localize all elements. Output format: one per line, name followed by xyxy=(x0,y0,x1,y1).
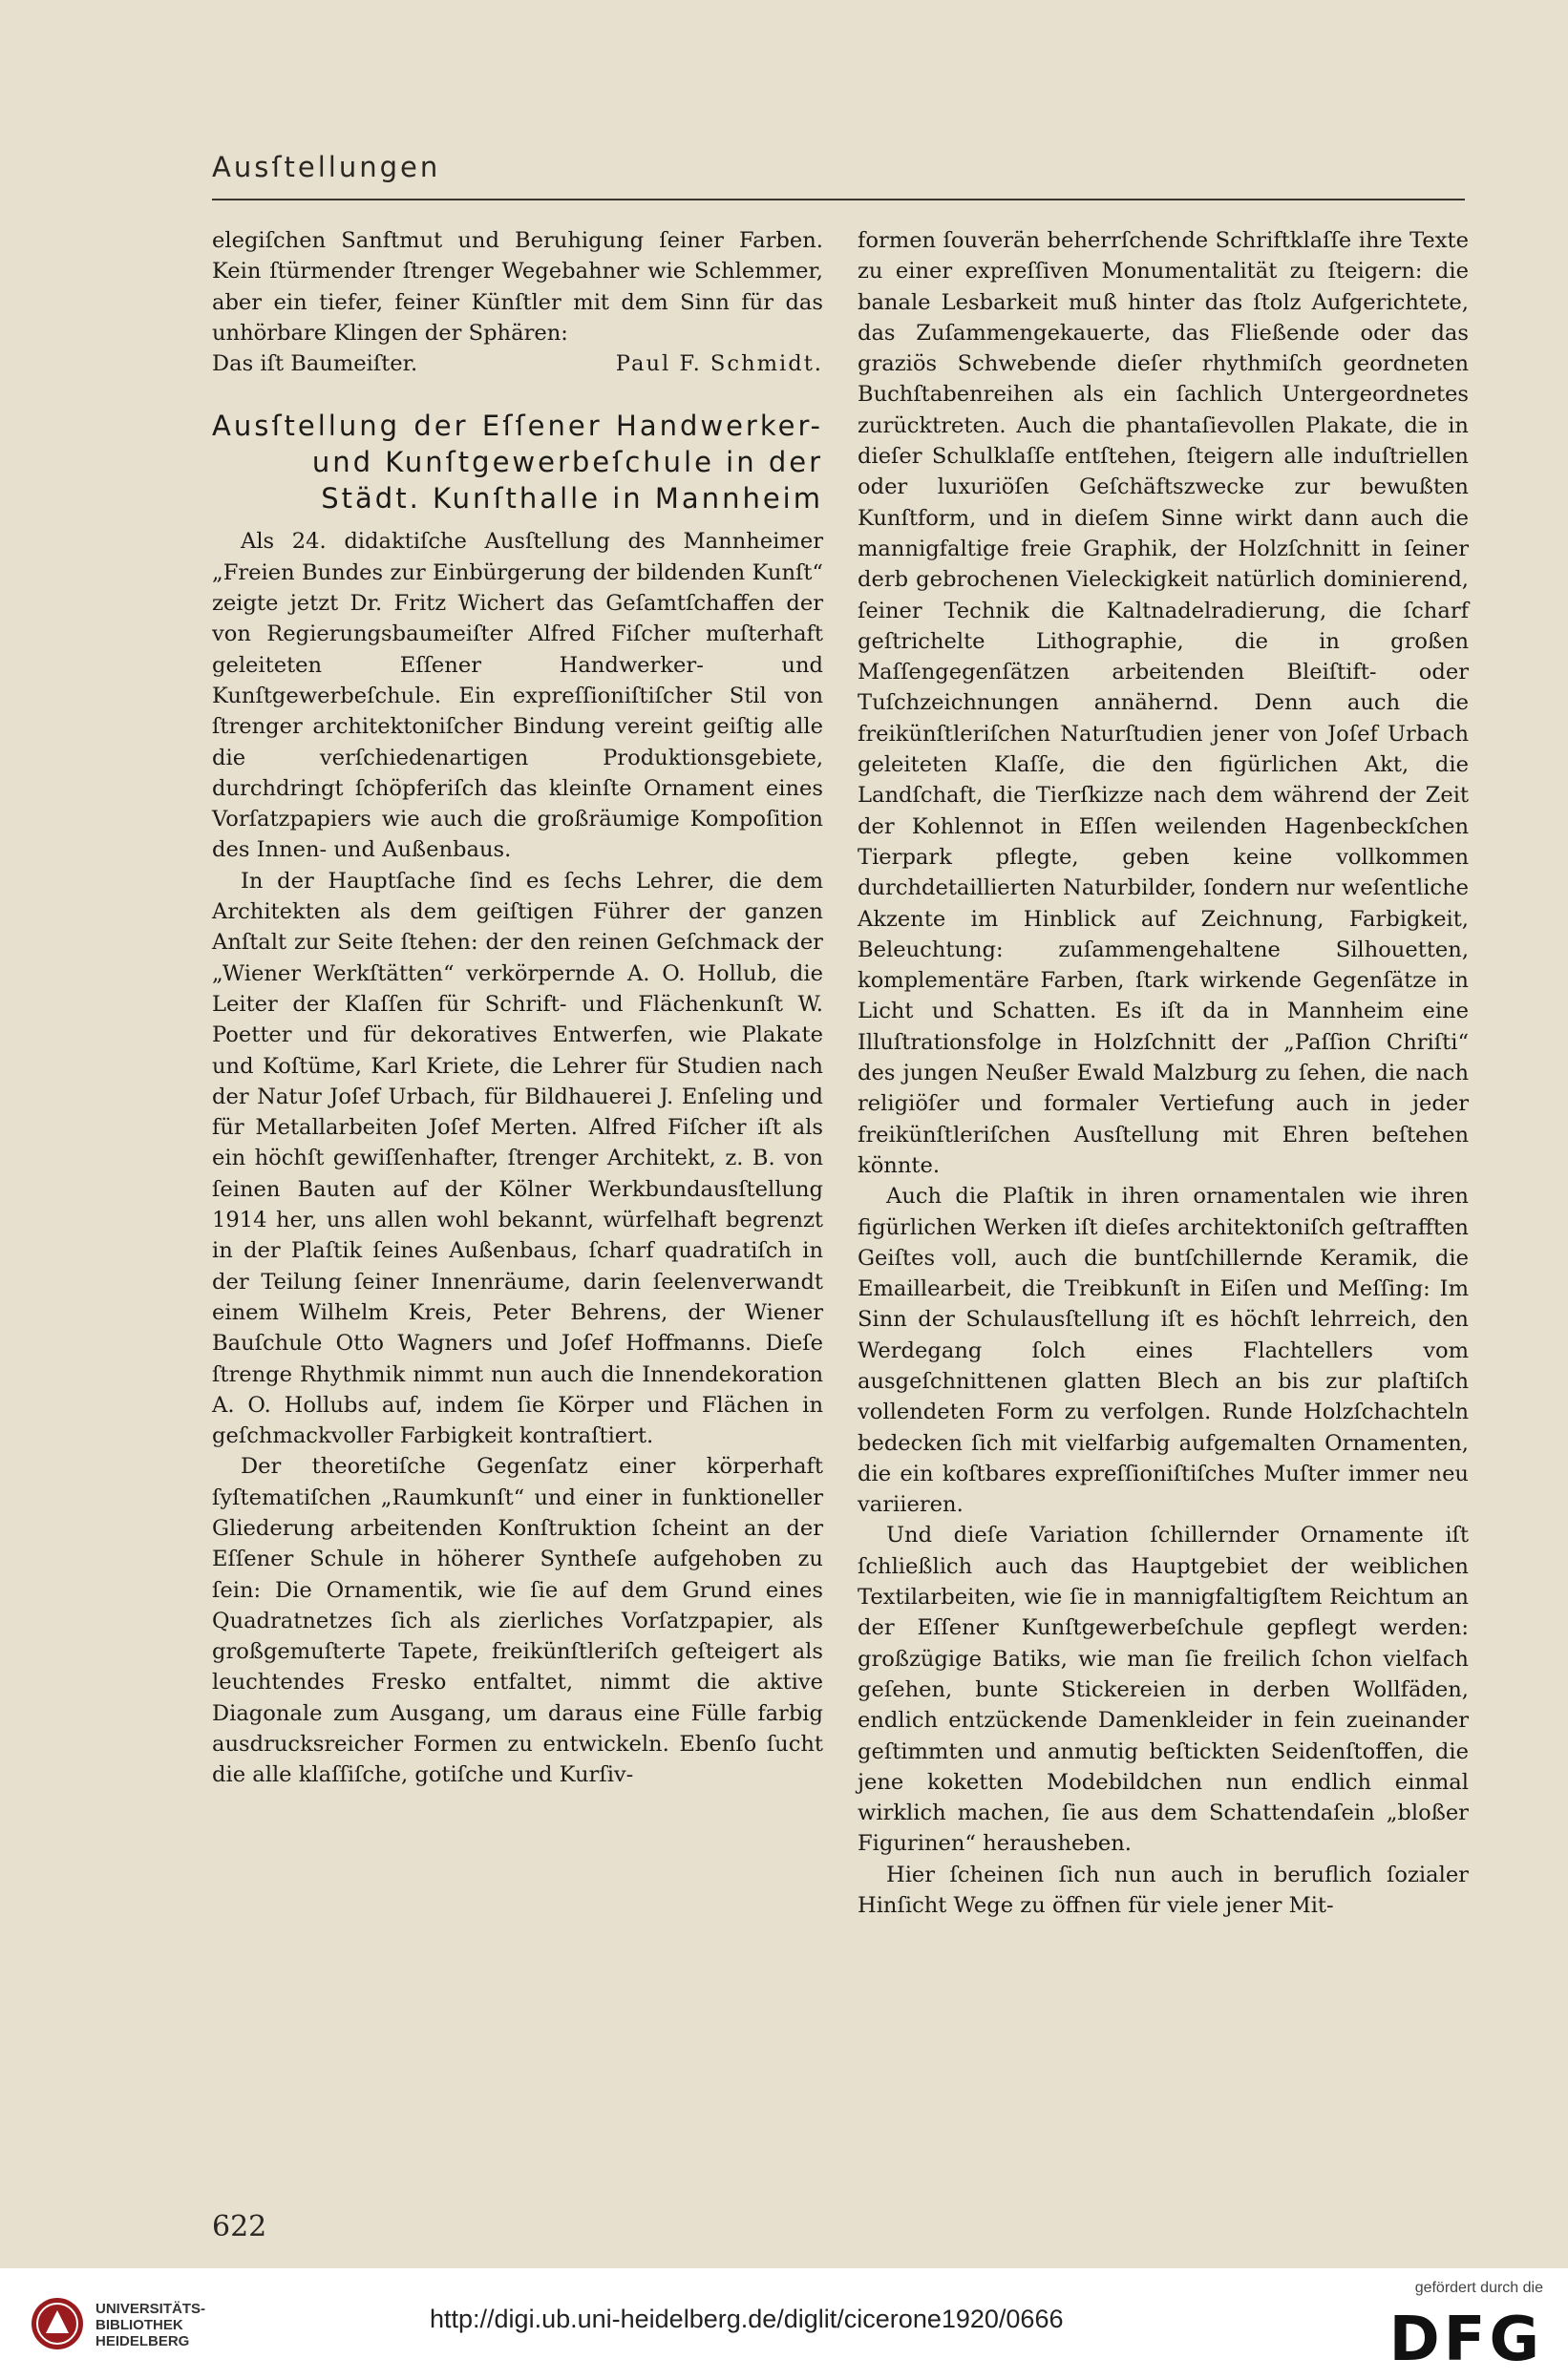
paragraph: Hier ſcheinen ſich nun auch in beruflich ſozialer Hinſicht Wege zu öffnen für viele jener Mit- xyxy=(858,1862,1469,1919)
header-rule xyxy=(212,199,1465,200)
paragraph: In der Hauptſache ſind es ſechs Lehrer, die dem Architekten als dem geiſtigen Führer der ganzen Anſtalt zur Seite ſtehen: der den reinen Geſchmack der „Wiener Werkſtätten“ verkörpernde A. O. Hollub, die Leiter der Klaſſen für Schrift- und Flächenkunſt W. Poetter und für dekoratives Entwerfen, wie Plakate und Koſtüme, Karl Kriete, die Lehrer für Studien nach der Natur Joſef Urbach, für Bildhauerei J. Enſeling und für Metallarbeiten Joſef Merten. Alfred Fiſcher iſt als ein höchſt gewiſſenhafter, ſtrenger Architekt, z. B. von ſeinen Bauten auf der Kölner Werkbundausſtellung 1914 her, uns allen wohl bekannt, würfelhaft begrenzt in der Plaſtik ſeines Außenbaus, ſcharf quadratiſch in der Teilung ſeiner Innenräume, darin ſeelenverwandt einem Wilhelm Kreis, Peter Behrens, der Wiener Bauſchule Otto Wagners und Joſef Hoffmanns. Dieſe ſtrenge Rhythmik nimmt nun auch die Innendekoration A. O. Hollubs auf, indem ſie Körper und Flächen in geſchmackvoller Farbigkeit kontraſtiert. xyxy=(212,868,823,1449)
library-name-line: BIBLIOTHEK xyxy=(95,2317,183,2333)
byline xyxy=(212,348,823,379)
library-name-line: HEIDELBERG xyxy=(95,2333,190,2349)
paragraph: Der theoretiſche Gegenſatz einer körperhaft ſyſtematiſchen „Raumkunſt“ und einer in funktioneller Gliederung arbeitenden Konſtruktion ſcheint an der Eſſener Schule in höherer Syntheſe aufgehoben zu ſein: Die Ornamentik, wie ſie auf dem Grund eines Quadratnetzes ſich als zierliches Vorſatzpapier, als großgemuſterte Tapete, freikünſtleriſch geſteigert als leuchtendes Fresko entfaltet, nimmt die aktive Diagonale zum Ausgang, um daraus eine Fülle farbig ausdrucksreicher Formen zu entwickeln. Ebenſo ſucht die alle klaſſiſche, gotiſche und Kurſiv- xyxy=(212,1454,823,1788)
left-column xyxy=(212,225,823,1791)
intro-paragraph: elegiſchen Sanftmut und Beruhigung ſeiner Farben. Kein ſtürmender ſtrenger Wegebahner wie Schlemmer, aber ein tiefer, feiner Künſtler mit dem Sinn für das unhörbare Klingen der Sphären: xyxy=(212,228,823,346)
digitization-footer xyxy=(0,2268,1568,2380)
funded-by-label: gefördert durch die xyxy=(1414,2280,1543,2296)
section-title xyxy=(212,408,823,516)
byline-author: Paul F. Schmidt. xyxy=(615,351,823,377)
page-number: 622 xyxy=(212,2210,267,2243)
paragraph: formen ſouverän beherrſchende Schriftklaſſe ihre Texte zu einer expreſſiven Monumentalität zu ſteigern: die banale Lesbarkeit muß hinter das ſtolz Aufgerichtete, das Zuſammengekauerte, das Fließende oder das graziös Schwebende dieſer rhythmiſch geordneten Buchſtabenreihen als ein ſachlich Untergeordnetes zurücktreten. Auch die phantaſievollen Plakate, die in dieſer Schulklaſſe entſtehen, ſteigern alle induſtriellen oder luxuriöſen Geſchäftszwecke zur bewußten Kunſtform, und in dieſem Sinne wirkt dann auch die mannigfaltige freie Graphik, der Holzſchnitt in ſeiner derb gebrochenen Vieleckigkeit natürlich dominierend, ſeiner Technik die Kaltnadelradierung, die ſcharf geſtrichelte Lithographie, die in großen Maſſengegenſätzen arbeitenden Bleiſtift- oder Tuſchzeichnungen annähernd. Denn auch die freikünſtleriſchen Naturſtudien jener von Joſef Urbach geleiteten Klaſſe, die den figürlichen Akt, die Landſchaft, die Tierſkizze nach dem während der Zeit der Kohlennot in Eſſen weilenden Hagenbeckſchen Tierpark pflegte, geben keine vollkommen durchdetaillierten Naturbilder, ſondern nur weſentliche Akzente im Hinblick auf Zeichnung, Farbigkeit, Beleuchtung: zuſammengehaltene Silhouetten, komplementäre Farben, ſtark wirkende Gegenſätze in Licht und Schatten. Es iſt da in Mannheim eine Illuſtrationsfolge in Holzſchnitt der „Paſſion Chriſti“ des jungen Neußer Ewald Malzburg zu ſehen, die nach religiöſer und formaler Vertiefung auch in jeder freikünſtleriſchen Ausſtellung mit Ehren beſtehen könnte. xyxy=(858,228,1469,1178)
dfg-logo: DFG xyxy=(1388,2305,1543,2375)
paragraph: Als 24. didaktiſche Ausſtellung des Mannheimer „Freien Bundes zur Einbürgerung der bildenden Kunſt“ zeigte jetzt Dr. Fritz Wichert das Geſamtſchaffen der von Regierungsbaumeiſter Alfred Fiſcher muſterhaft geleiteten Eſſener Handwerker- und Kunſtgewerbeſchule. Ein expreſſioniſtiſcher Stil von ſtrenger architektoniſcher Bindung vereint geiſtig alle die verſchiedenartigen Produktionsgebiete, durchdringt ſchöpferiſch das kleinſte Ornament eines Vorſatzpapiers wie auch die großräumige Kompoſition des Innen- und Außenbaus. xyxy=(212,529,823,863)
byline-text: Das iſt Baumeiſter. xyxy=(212,351,418,377)
library-name-line: UNIVERSITÄTS- xyxy=(95,2301,206,2317)
title-line-2: und Kunſtgewerbeſchule in der xyxy=(311,446,823,479)
title-line-3: Städt. Kunſthalle in Mannheim xyxy=(321,482,823,516)
running-head: Ausſtellungen xyxy=(212,151,441,183)
permalink[interactable]: http://digi.ub.uni-heidelberg.de/diglit/cicerone1920/0666 xyxy=(430,2305,1064,2333)
paragraph: Auch die Plaſtik in ihren ornamentalen wie ihren figürlichen Werken iſt dieſes architektoniſch geſtrafften Geiſtes voll, auch die buntſchillernde Keramik, die Emaillearbeit, die Treibkunſt in Eiſen und Meſſing: Im Sinn der Schulausſtellung iſt es höchſt lehrreich, den Werdegang ſolch eines Flachtellers vom ausgeſchnittenen glatten Blech an bis zur plaſtiſch vollendeten Form zu verfolgen. Runde Holzſchachteln bedecken ſich mit vielfarbig aufgemalten Ornamenten, die ein koſtbares expreſſioniſtiſches Muſter immer neu variieren. xyxy=(858,1184,1469,1518)
library-name xyxy=(95,2301,205,2349)
paragraph: Und dieſe Variation ſchillernder Ornamente iſt ſchließlich auch das Hauptgebiet der weiblichen Textilarbeiten, wie ſie in mannigfaltigſtem Reichtum an der Eſſener Kunſtgewerbeſchule gepflegt werden: großzügige Batiks, wie man ſie freilich ſchon vielfach geſehen, bunte Stickereien in derben Wollfäden, endlich entzückende Damenkleider in fein zueinander geſtimmten und anmutig beſtickten Seidenſtoffen, die jene koketten Modebildchen nun endlich einmal wirklich machen, ſie aus dem Schattendaſein „bloßer Figurinen“ herausheben. xyxy=(858,1523,1469,1857)
title-line-1: Ausſtellung der Eſſener Handwerker- xyxy=(212,410,823,443)
right-column xyxy=(858,225,1469,1921)
university-seal-icon xyxy=(29,2295,86,2352)
